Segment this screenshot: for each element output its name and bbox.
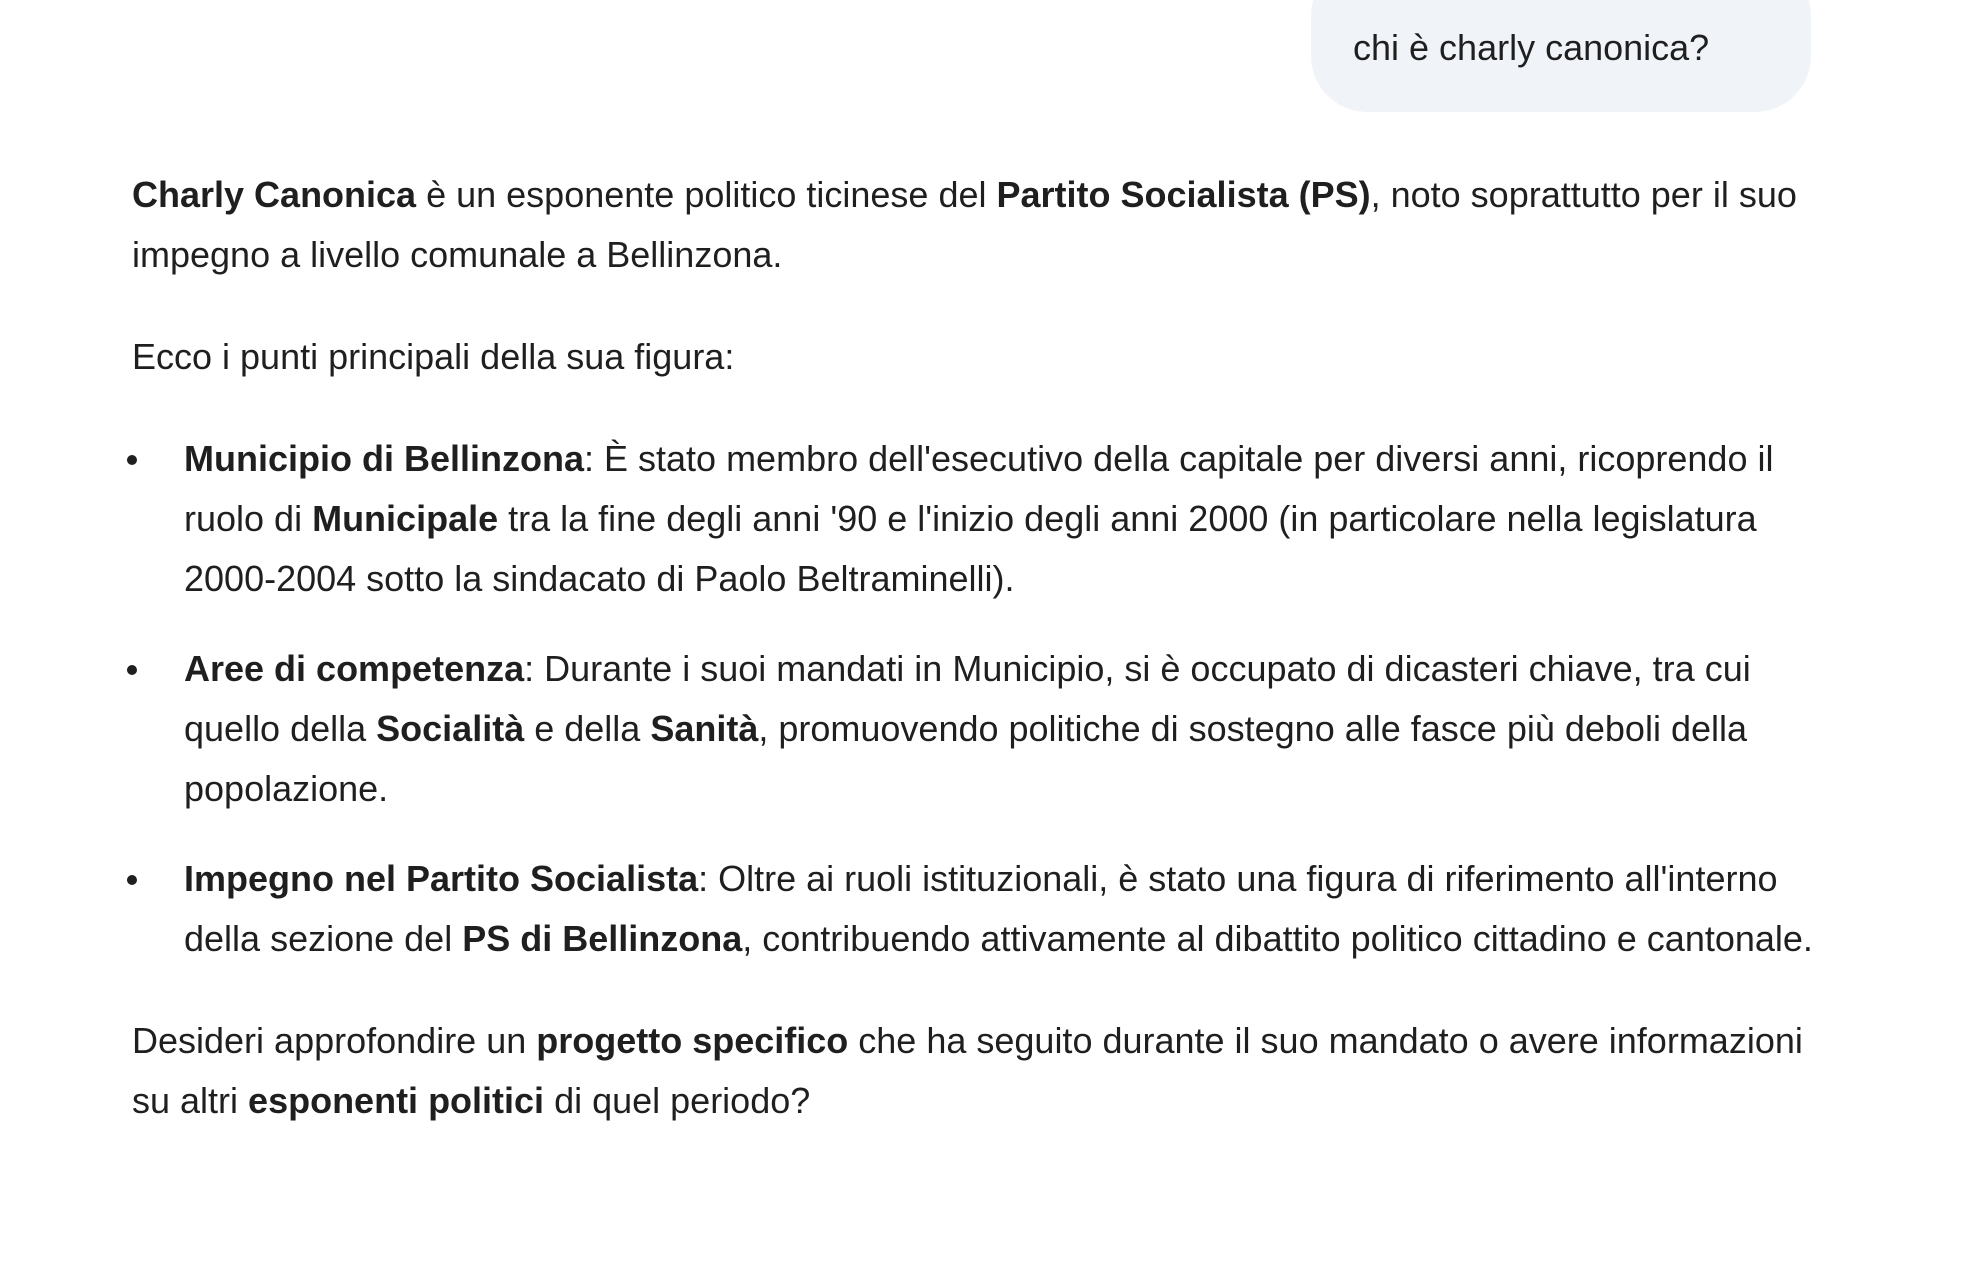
bullet-bold: PS di Bellinzona — [462, 918, 743, 959]
bold-name: Charly Canonica — [132, 174, 417, 215]
closing-bold-2: esponenti politici — [248, 1080, 545, 1121]
bullet-list — [132, 429, 1832, 969]
response-intro-paragraph — [132, 165, 1832, 285]
bullet-title: Municipio di Bellinzona — [184, 438, 584, 479]
intro-text-2: , noto soprattutto per il suo impegno a livello comunale a Bellinzona. — [132, 174, 1797, 275]
bullet-bold: Socialità — [376, 708, 525, 749]
bullet-title: Impegno nel Partito Socialista — [184, 858, 699, 899]
assistant-response — [132, 165, 1832, 1131]
bullet-point-icon — [127, 665, 137, 675]
bullet-text: : È stato membro dell'esecutivo della capitale per diversi anni, ricoprendo il ruolo di — [184, 438, 1774, 539]
list-item — [132, 849, 1832, 969]
list-item — [132, 429, 1832, 609]
bullet-point-icon — [127, 875, 137, 885]
bullet-text: tra la fine degli anni '90 e l'inizio degli anni 2000 (in particolare nella legislatura 2000-2004 sotto la sindacato di Paolo Beltraminelli). — [184, 498, 1757, 599]
response-closing-paragraph — [132, 1011, 1832, 1131]
closing-text-2: che ha seguito durante il suo mandato o avere informazioni su altri — [132, 1020, 1803, 1121]
closing-bold-1: progetto specifico — [536, 1020, 849, 1061]
bullet-point-icon — [127, 455, 137, 465]
intro-text-1: è un esponente politico ticinese del — [416, 174, 997, 215]
bullet-bold: Municipale — [312, 498, 499, 539]
bullet-text: : Durante i suoi mandati in Municipio, si è occupato di dicasteri chiave, tra cui quello della — [184, 648, 1751, 749]
bullet-bold: Sanità — [650, 708, 759, 749]
bullet-title: Aree di competenza — [184, 648, 525, 689]
bullet-text: , promuovendo politiche di sostegno alle fasce più deboli della popolazione. — [184, 708, 1748, 809]
bullet-text: , contribuendo attivamente al dibattito politico cittadino e cantonale. — [742, 918, 1813, 959]
bullet-text: e della — [524, 708, 651, 749]
bullet-text: : Oltre ai ruoli istituzionali, è stato una figura di riferimento all'interno della sezione del — [184, 858, 1778, 959]
list-item — [132, 639, 1832, 819]
bold-party: Partito Socialista (PS) — [996, 174, 1371, 215]
closing-text-1: Desideri approfondire un — [132, 1020, 537, 1061]
user-message-text: chi è charly canonica? — [1353, 27, 1710, 68]
closing-text-3: di quel periodo? — [544, 1080, 811, 1121]
response-lead-paragraph: Ecco i punti principali della sua figura: — [132, 336, 735, 377]
